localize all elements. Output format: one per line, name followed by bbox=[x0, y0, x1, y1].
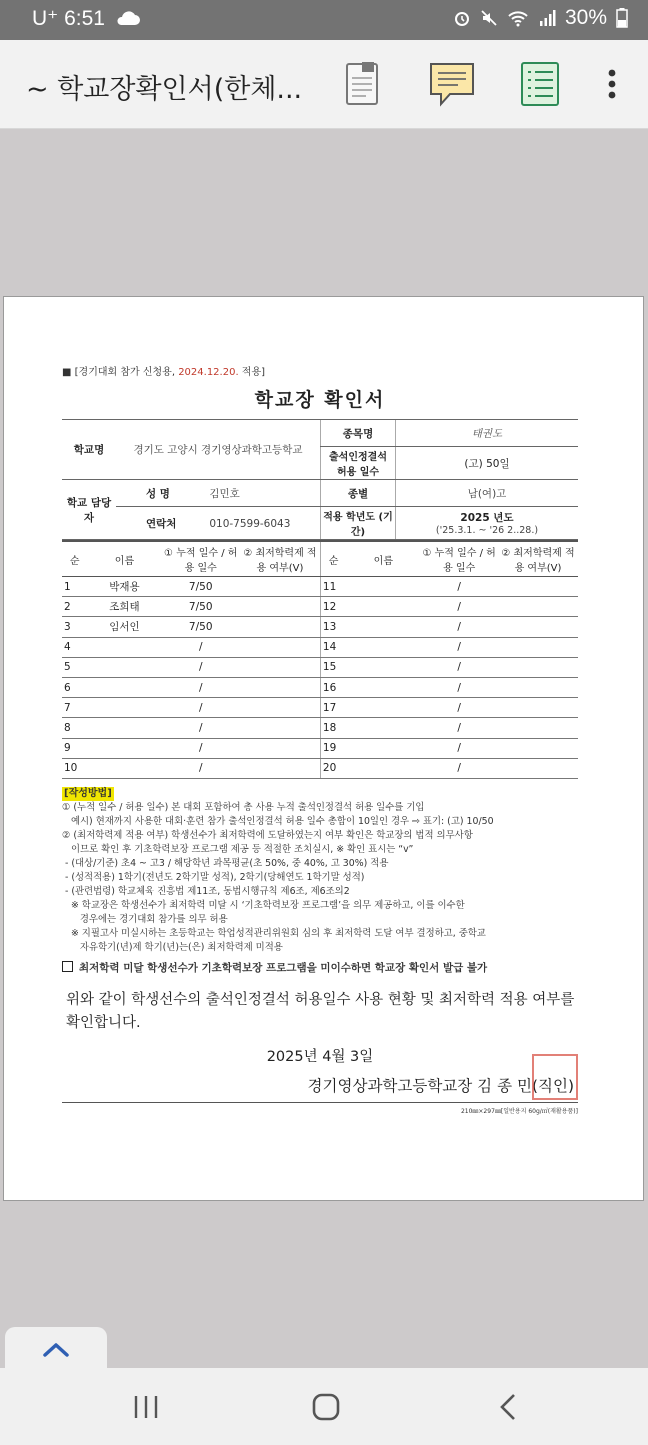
warning-line bbox=[62, 961, 578, 975]
sport-value: 태권도 bbox=[396, 420, 579, 447]
row-days: / bbox=[161, 698, 240, 718]
table-row bbox=[62, 637, 578, 657]
table-row bbox=[62, 577, 578, 597]
checkbox-icon bbox=[62, 961, 73, 972]
sport-label: 종목명 bbox=[321, 420, 396, 447]
row-no: 19 bbox=[320, 738, 346, 758]
row-days: / bbox=[161, 657, 240, 677]
period-value: ('25.3.1. ~ '26 2..28.) bbox=[435, 525, 539, 536]
row-name bbox=[346, 718, 420, 738]
recent-apps-icon[interactable] bbox=[131, 1392, 161, 1422]
row-name bbox=[87, 758, 161, 778]
row-name bbox=[87, 657, 161, 677]
contact-value: 010-7599-6043 bbox=[209, 517, 291, 530]
signal-icon bbox=[538, 9, 556, 27]
header-no-right: 순 bbox=[320, 541, 346, 577]
instructions-section bbox=[62, 787, 578, 975]
row-name bbox=[346, 577, 420, 597]
row-name: 박재용 bbox=[87, 577, 161, 597]
roster-table bbox=[62, 540, 578, 779]
year-cell bbox=[396, 507, 579, 540]
row-min bbox=[240, 657, 320, 677]
status-left bbox=[32, 6, 141, 31]
table-row bbox=[62, 718, 578, 738]
preface-suffix: 적용] bbox=[238, 367, 266, 378]
document-page[interactable] bbox=[3, 296, 644, 1201]
row-name: 임서인 bbox=[87, 617, 161, 637]
chevron-up-icon bbox=[41, 1340, 71, 1360]
row-days: / bbox=[161, 758, 240, 778]
row-min bbox=[498, 698, 578, 718]
row-name: 조희태 bbox=[87, 597, 161, 617]
row-days: / bbox=[161, 637, 240, 657]
row-min bbox=[498, 657, 578, 677]
preface-line bbox=[62, 363, 578, 378]
row-no: 4 bbox=[62, 637, 87, 657]
document-content bbox=[62, 359, 578, 1115]
gender-value: 남(여)고 bbox=[396, 480, 579, 507]
instruction-line: - (관련법령) 학교체육 진흥법 제11조, 동법시행규칙 제6조, 제6조의2 bbox=[62, 885, 350, 897]
row-days: / bbox=[420, 597, 498, 617]
instruction-line: ② (최저학력제 적용 여부) 학생선수가 최저학력에 도달하였는지 여부 확인은 학교장의 법적 의무사항 bbox=[62, 829, 473, 841]
row-no: 7 bbox=[62, 698, 87, 718]
principal-signature bbox=[62, 1074, 578, 1096]
row-min bbox=[240, 597, 320, 617]
row-no: 16 bbox=[320, 677, 346, 697]
instruction-line: 경우에는 경기대회 참가를 의무 허용 bbox=[62, 913, 228, 925]
row-no: 8 bbox=[62, 718, 87, 738]
row-name bbox=[87, 718, 161, 738]
row-min bbox=[240, 718, 320, 738]
row-days: / bbox=[420, 617, 498, 637]
row-name bbox=[346, 617, 420, 637]
teacher-name-row bbox=[116, 480, 321, 507]
row-name bbox=[346, 758, 420, 778]
instruction-line: 예시) 현재까지 사용한 대회·훈련 참가 출석인정결석 허용 일수 총합이 10일인 경우 ⇨ 표기: (고) 10/50 bbox=[62, 815, 494, 827]
official-seal-stamp bbox=[532, 1054, 578, 1100]
row-min bbox=[240, 738, 320, 758]
header-min-right: ② 최저학력제 적용 여부(V) bbox=[498, 541, 578, 577]
name-label: 성 명 bbox=[146, 487, 170, 500]
status-bar bbox=[0, 0, 648, 40]
row-days: / bbox=[161, 677, 240, 697]
row-no: 9 bbox=[62, 738, 87, 758]
instruction-line: 자유학기(년)제 학기(년)는(은) 최저학력제 미적용 bbox=[62, 941, 283, 953]
row-name bbox=[346, 597, 420, 617]
row-no: 15 bbox=[320, 657, 346, 677]
app-toolbar bbox=[0, 40, 648, 129]
row-no: 5 bbox=[62, 657, 87, 677]
row-name bbox=[87, 677, 161, 697]
row-no: 3 bbox=[62, 617, 87, 637]
row-min bbox=[240, 698, 320, 718]
row-no: 10 bbox=[62, 758, 87, 778]
back-icon[interactable] bbox=[494, 1392, 524, 1422]
row-name bbox=[346, 657, 420, 677]
collapse-drawer-tab[interactable] bbox=[5, 1327, 107, 1371]
row-min bbox=[498, 637, 578, 657]
row-min bbox=[240, 637, 320, 657]
header-name-right: 이름 bbox=[346, 541, 420, 577]
allowed-days-label: 출석인정결석 허용 일수 bbox=[321, 447, 396, 480]
row-no: 2 bbox=[62, 597, 87, 617]
row-name bbox=[87, 738, 161, 758]
roster-header-row bbox=[62, 541, 578, 577]
row-min bbox=[240, 758, 320, 778]
row-no: 1 bbox=[62, 577, 87, 597]
signature-text: 경기영상과학고등학교장 김 종 민(직인) bbox=[307, 1076, 574, 1095]
row-days: / bbox=[420, 738, 498, 758]
name-value: 김민호 bbox=[209, 487, 240, 500]
instruction-line: ※ 학교장은 학생선수가 최저학력 미달 시 ‘기초학력보장 프로그램’을 의무 제공하고, 이를 이수한 bbox=[62, 899, 465, 911]
instructions-heading: [작성방법] bbox=[64, 787, 112, 799]
wifi-icon bbox=[507, 9, 529, 27]
row-min bbox=[498, 677, 578, 697]
row-min bbox=[498, 577, 578, 597]
row-no: 12 bbox=[320, 597, 346, 617]
row-days: 7/50 bbox=[161, 597, 240, 617]
more-options-icon[interactable] bbox=[604, 60, 620, 108]
row-min bbox=[498, 617, 578, 637]
row-days: / bbox=[420, 718, 498, 738]
row-days: / bbox=[420, 657, 498, 677]
row-min bbox=[240, 577, 320, 597]
header-min-left: ② 최저학력제 적용 여부(V) bbox=[240, 541, 320, 577]
instruction-line: 이므로 확인 후 기초학력보장 프로그램 제공 등 적절한 조치실시, ※ 확인 표시는 “v” bbox=[62, 843, 414, 855]
confirmation-title: 학교장 확인서 bbox=[254, 389, 386, 411]
mute-icon bbox=[480, 9, 498, 27]
row-min bbox=[240, 677, 320, 697]
table-row bbox=[62, 617, 578, 637]
row-no: 11 bbox=[320, 577, 346, 597]
header-no-left: 순 bbox=[62, 541, 87, 577]
header-days-left: ① 누적 일수 / 허용 일수 bbox=[161, 541, 240, 577]
school-label: 학교명 bbox=[62, 420, 116, 480]
row-no: 6 bbox=[62, 677, 87, 697]
outline-list-icon[interactable] bbox=[520, 60, 560, 108]
row-days: / bbox=[161, 718, 240, 738]
table-row bbox=[62, 698, 578, 718]
home-icon[interactable] bbox=[311, 1392, 341, 1422]
gender-label: 종별 bbox=[321, 480, 396, 507]
row-name bbox=[346, 698, 420, 718]
row-name bbox=[87, 698, 161, 718]
row-name bbox=[346, 738, 420, 758]
row-name bbox=[346, 637, 420, 657]
row-no: 18 bbox=[320, 718, 346, 738]
row-name bbox=[346, 677, 420, 697]
row-min bbox=[498, 718, 578, 738]
row-min bbox=[498, 597, 578, 617]
row-name bbox=[87, 637, 161, 657]
instruction-line: ※ 지필고사 미실시하는 초등학교는 학업성적관리위원회 심의 후 최저학력 도달 여부 결정하고, 중학교 bbox=[62, 927, 486, 939]
row-no: 14 bbox=[320, 637, 346, 657]
warning-text: 최저학력 미달 학생선수가 기초학력보장 프로그램을 미이수하면 학교장 확인서 발급 불가 bbox=[79, 961, 488, 974]
table-row bbox=[62, 677, 578, 697]
row-days: / bbox=[420, 698, 498, 718]
comment-icon[interactable] bbox=[428, 60, 476, 108]
row-days: / bbox=[161, 738, 240, 758]
teacher-contact-row bbox=[116, 507, 321, 540]
table-row bbox=[62, 657, 578, 677]
allowed-days-value: (고) 50일 bbox=[396, 447, 579, 480]
row-min bbox=[240, 617, 320, 637]
row-min bbox=[498, 758, 578, 778]
row-days: / bbox=[420, 637, 498, 657]
issue-date: 2025년 4월 3일 bbox=[266, 1048, 374, 1065]
table-row bbox=[62, 597, 578, 617]
header-name-left: 이름 bbox=[87, 541, 161, 577]
carrier-time: U⁺ 6:51 bbox=[32, 7, 105, 30]
info-table bbox=[62, 419, 578, 540]
instruction-line: - (대상/기준) 초4 ~ 고3 / 해당학년 과목평균(초 50%, 중 40%, 고 30%) 적용 bbox=[62, 857, 389, 869]
preface-prefix: ■ [경기대회 참가 신청용, bbox=[62, 367, 179, 378]
row-days: / bbox=[420, 677, 498, 697]
alarm-icon bbox=[453, 9, 471, 27]
contact-label: 연락처 bbox=[146, 517, 177, 530]
row-no: 20 bbox=[320, 758, 346, 778]
status-right bbox=[453, 6, 628, 30]
row-days: / bbox=[420, 577, 498, 597]
table-row bbox=[62, 738, 578, 758]
preface-date: 2024.12.20. bbox=[178, 367, 239, 378]
system-navigation-bar bbox=[0, 1368, 648, 1445]
header-days-right: ① 누적 일수 / 허용 일수 bbox=[420, 541, 498, 577]
document-title: ~ 학교장확인서(한체... bbox=[26, 74, 303, 105]
confirmation-statement: 위와 같이 학생선수의 출석인정결석 허용일수 사용 현황 및 최저학력 적용 여부를 확인합니다. bbox=[66, 991, 575, 1031]
battery-icon bbox=[616, 8, 628, 28]
year-value: 2025 년도 bbox=[460, 512, 514, 524]
row-no: 17 bbox=[320, 698, 346, 718]
battery-percent: 30% bbox=[564, 6, 607, 29]
instruction-line: - (성적적용) 1학기(전년도 2학기말 성적), 2학기(당해연도 1학기말 성적) bbox=[62, 871, 365, 883]
row-days: / bbox=[420, 758, 498, 778]
row-days: 7/50 bbox=[161, 577, 240, 597]
row-days: 7/50 bbox=[161, 617, 240, 637]
year-label: 적용 학년도 (기간) bbox=[321, 507, 396, 540]
instruction-line: ① (누적 일수 / 허용 일수) 본 대회 포함하여 총 사용 누적 출석인정결석 허용 일수를 기입 bbox=[62, 801, 425, 813]
row-min bbox=[498, 738, 578, 758]
table-row bbox=[62, 758, 578, 778]
row-no: 13 bbox=[320, 617, 346, 637]
cloud-icon bbox=[115, 9, 141, 27]
teacher-label: 학교 담당자 bbox=[62, 480, 116, 540]
school-value: 경기도 고양시 경기영상과학고등학교 bbox=[116, 420, 321, 480]
paper-spec: 210㎜×297㎜[일반용지 60g/㎡(재활용품)] bbox=[62, 1102, 578, 1115]
page-view-icon[interactable] bbox=[344, 60, 382, 108]
